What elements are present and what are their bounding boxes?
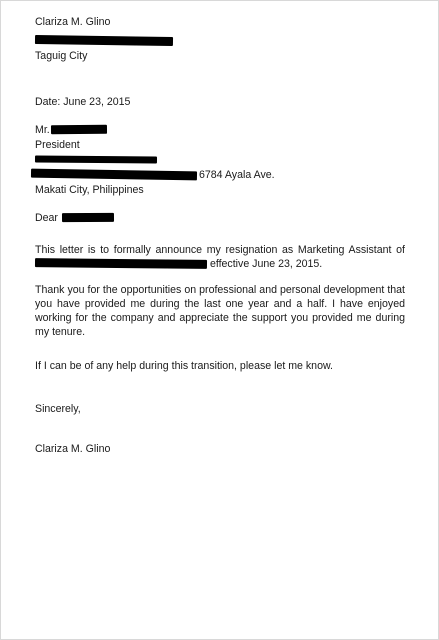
- recipient-address-suffix: 6784 Ayala Ave.: [199, 169, 275, 181]
- redacted-sender-street: [35, 35, 173, 46]
- greeting-line: [35, 211, 114, 225]
- redacted-building: [31, 169, 197, 181]
- redacted-company-in-text: [35, 258, 207, 269]
- thanks-paragraph: Thank you for the opportunities on professional and personal development that you have provided me during the last one year and a half. I have enjoyed working for the company and appreciate the support you provided me during my tenure.: [35, 284, 405, 338]
- sender-name: Clariza M. Glino: [35, 16, 111, 28]
- redacted-greeting-name: [62, 213, 114, 222]
- sender-city: Taguig City: [35, 50, 88, 62]
- help-paragraph: If I can be of any help during this transition, please let me know.: [35, 360, 333, 372]
- paragraph-1-end: effective June 23, 2015.: [209, 258, 323, 270]
- paragraph-1-start: This letter is to formally announce my resignation as Marketing Assistant of: [35, 244, 405, 256]
- recipient-name-line: [35, 123, 107, 137]
- letter-date: Date: June 23, 2015: [35, 96, 131, 108]
- closing: Sincerely,: [35, 403, 81, 415]
- signature-name: Clariza M. Glino: [35, 443, 111, 455]
- resignation-paragraph: [35, 243, 405, 271]
- recipient-address: [31, 168, 275, 182]
- redacted-company-name: [35, 155, 157, 163]
- recipient-prefix: Mr.: [35, 124, 50, 136]
- recipient-city: Makati City, Philippines: [35, 184, 144, 196]
- redacted-recipient-name: [51, 125, 107, 134]
- greeting-word: Dear: [35, 212, 58, 224]
- recipient-title: President: [35, 139, 80, 151]
